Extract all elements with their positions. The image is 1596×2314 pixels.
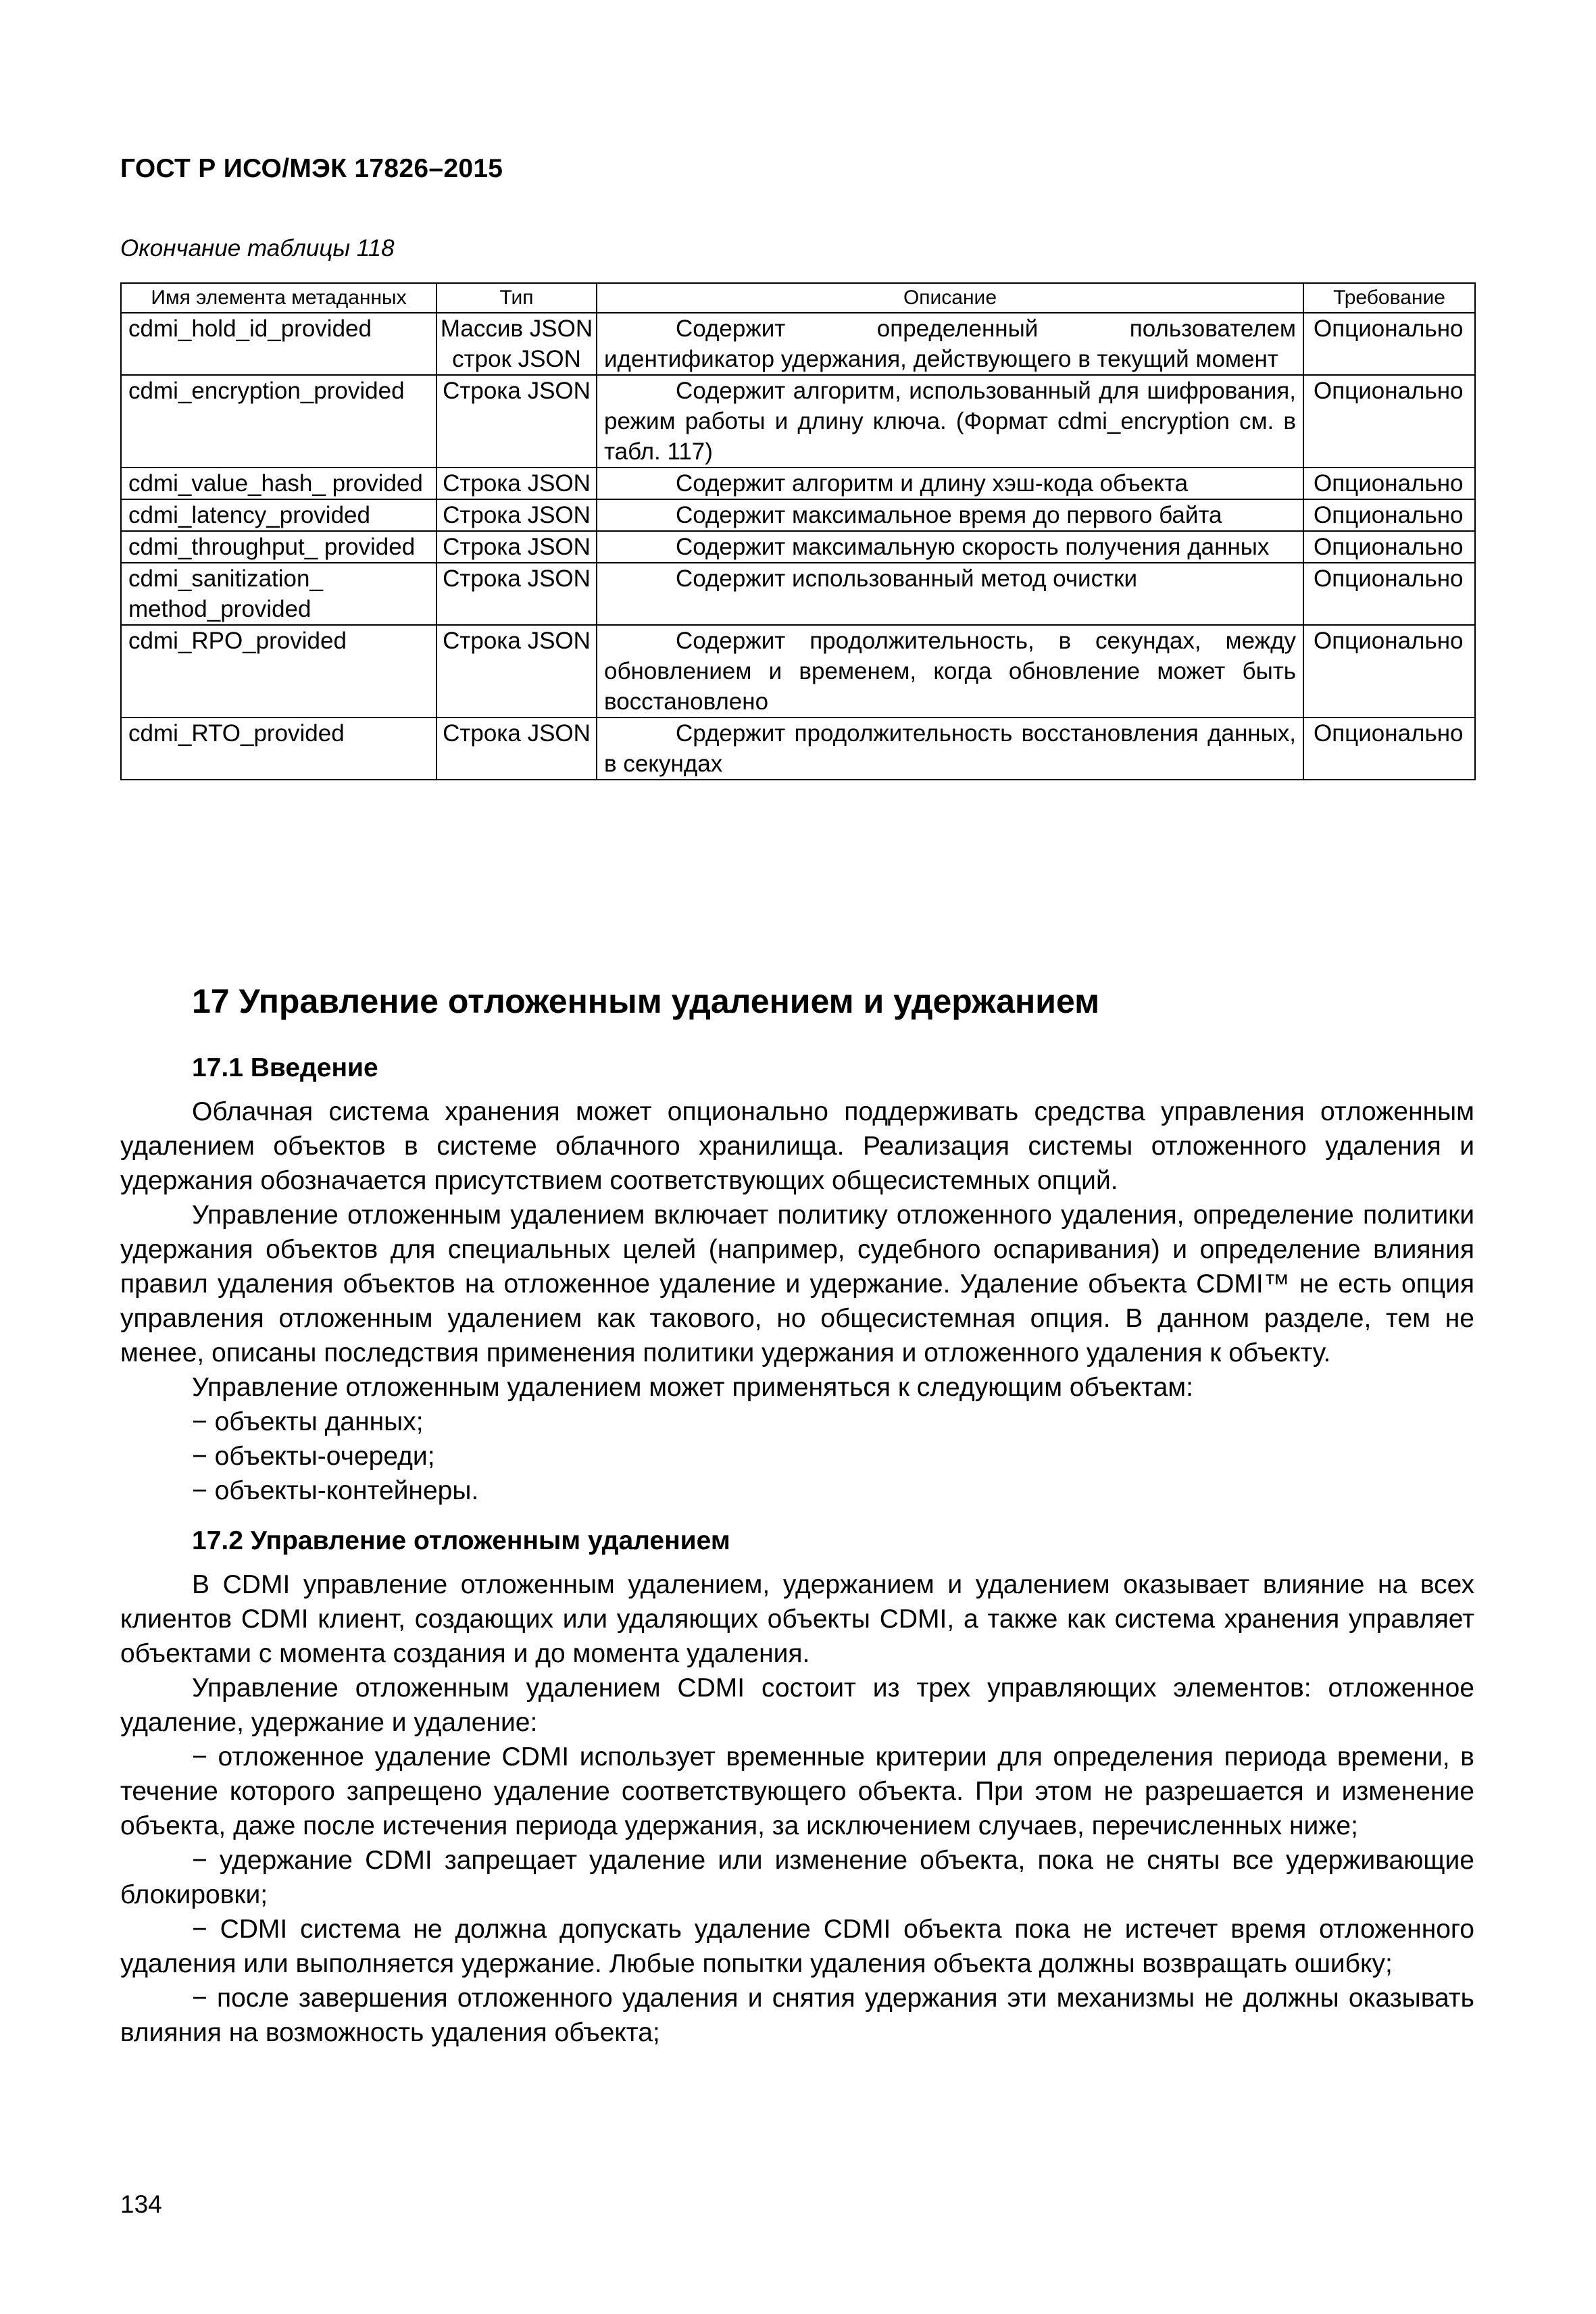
- table-row: [121, 499, 1475, 531]
- cell-requirement: Опционально: [1303, 375, 1475, 468]
- document-header: ГОСТ Р ИСО/МЭК 17826–2015: [120, 154, 503, 183]
- cell-type: Строка JSON: [437, 375, 597, 468]
- cell-type: Строка JSON: [437, 563, 597, 625]
- cell-description: Содержит максимальную скорость получения данных: [597, 531, 1303, 563]
- cell-name: cdmi_encryption_provided: [121, 375, 437, 468]
- paragraph: Управление отложенным удалением включает политику отложенного удаления, определение политики удержания объектов для специальных целей (например, судебного оспаривания) и определение влияния правил удаления объектов на отложенное удаление и удержание. Удаление объекта CDMI™ не есть опция управления отложенным удалением как такового, но общесистемная опция. В данном разделе, тем не менее, описаны последствия применения политики удержания и отложенного удаления к объекту.: [120, 1201, 1474, 1367]
- table-row: [121, 375, 1475, 468]
- paragraph: Управление отложенным удалением может применяться к следующим объектам:: [192, 1373, 1193, 1402]
- cell-requirement: Опционально: [1303, 625, 1475, 718]
- metadata-table: [120, 282, 1476, 780]
- cell-type: Строка JSON: [437, 718, 597, 780]
- table-row: [121, 563, 1475, 625]
- header-cell-name: Имя элемента метаданных: [121, 283, 437, 313]
- section-title: 17 Управление отложенным удалением и удержанием: [192, 982, 1100, 1020]
- header-cell-requirement: Требование: [1303, 283, 1475, 313]
- paragraph: Облачная система хранения может опционально поддерживать средства управления отложенным удалением объектов в системе облачного хранилища. Реализация системы отложенного удаления и удержания обозначается присутствием соответствующих общесистемных опций.: [120, 1097, 1474, 1195]
- cell-requirement: Опционально: [1303, 499, 1475, 531]
- table-header-row: [121, 283, 1475, 313]
- cell-type: Строка JSON: [437, 499, 597, 531]
- page-number: 134: [120, 2190, 162, 2218]
- cell-type: Массив JSON строк JSON: [437, 313, 597, 375]
- subsection-title-deferred-deletion: 17.2 Управление отложенным удалением: [192, 1526, 730, 1555]
- list-item: − объекты-очереди;: [192, 1442, 435, 1471]
- cell-type: Строка JSON: [437, 468, 597, 499]
- header-cell-type: Тип: [437, 283, 597, 313]
- table-row: [121, 468, 1475, 499]
- cell-description: Содержит использованный метод очистки: [597, 563, 1303, 625]
- cell-description: Содержит алгоритм и длину хэш-кода объекта: [597, 468, 1303, 499]
- cell-name: cdmi_RTO_provided: [121, 718, 437, 780]
- cell-description: Содержит продолжительность, в секундах, между обновлением и временем, когда обновление может быть восстановлено: [597, 625, 1303, 718]
- section-body: [120, 981, 1474, 2050]
- cell-requirement: Опционально: [1303, 531, 1475, 563]
- list-item: − объекты-контейнеры.: [192, 1476, 479, 1505]
- paragraph: В CDMI управление отложенным удалением, удержанием и удалением оказывает влияние на всех клиентов CDMI клиент, создающих или удаляющих объекты CDMI, а также как система хранения управляет объектами с момента создания и до момента удаления.: [120, 1570, 1474, 1668]
- cell-name: cdmi_latency_provided: [121, 499, 437, 531]
- table-row: [121, 625, 1475, 718]
- cell-name: cdmi_RPO_provided: [121, 625, 437, 718]
- cell-type: Строка JSON: [437, 531, 597, 563]
- list-item: − отложенное удаление CDMI использует временные критерии для определения периода времени, в течение которого запрещено удаление соответствующего объекта. При этом не разрешается и изменение объекта, даже после истечения периода удержания, за исключением случаев, перечисленных ниже;: [120, 1742, 1474, 1840]
- cell-name: cdmi_throughput_ provided: [121, 531, 437, 563]
- cell-name: cdmi_value_hash_ provided: [121, 468, 437, 499]
- cell-type: Строка JSON: [437, 625, 597, 718]
- cell-name: cdmi_hold_id_provided: [121, 313, 437, 375]
- table-row: [121, 313, 1475, 375]
- cell-name: cdmi_sanitization_ method_provided: [121, 563, 437, 625]
- list-item: − CDMI система не должна допускать удаление CDMI объекта пока не истечет время отложенного удаления или выполняется удержание. Любые попытки удаления объекта должны возвращать ошибку;: [120, 1915, 1474, 1978]
- table-row: [121, 718, 1475, 780]
- cell-requirement: Опционально: [1303, 313, 1475, 375]
- list-item: − удержание CDMI запрещает удаление или изменение объекта, пока не сняты все удерживающие блокировки;: [120, 1846, 1474, 1909]
- cell-description: Срдержит продолжительность восстановления данных, в секундах: [597, 718, 1303, 780]
- header-cell-description: Описание: [597, 283, 1303, 313]
- table-caption: Окончание таблицы 118: [120, 235, 395, 261]
- cell-description: Содержит определенный пользователем идентификатор удержания, действующего в текущий момент: [597, 313, 1303, 375]
- cell-description: Содержит максимальное время до первого байта: [597, 499, 1303, 531]
- table-row: [121, 531, 1475, 563]
- paragraph: Управление отложенным удалением CDMI состоит из трех управляющих элементов: отложенное удаление, удержание и удаление:: [120, 1674, 1474, 1737]
- cell-description: Содержит алгоритм, использованный для шифрования, режим работы и длину ключа. (Формат cdmi_encryption см. в табл. 117): [597, 375, 1303, 468]
- list-item: − объекты данных;: [192, 1407, 424, 1436]
- list-item: − после завершения отложенного удаления и снятия удержания эти механизмы не должны оказывать влияния на возможность удаления объекта;: [120, 1984, 1474, 2047]
- cell-requirement: Опционально: [1303, 468, 1475, 499]
- cell-requirement: Опционально: [1303, 718, 1475, 780]
- subsection-title-intro: 17.1 Введение: [192, 1053, 378, 1082]
- cell-requirement: Опционально: [1303, 563, 1475, 625]
